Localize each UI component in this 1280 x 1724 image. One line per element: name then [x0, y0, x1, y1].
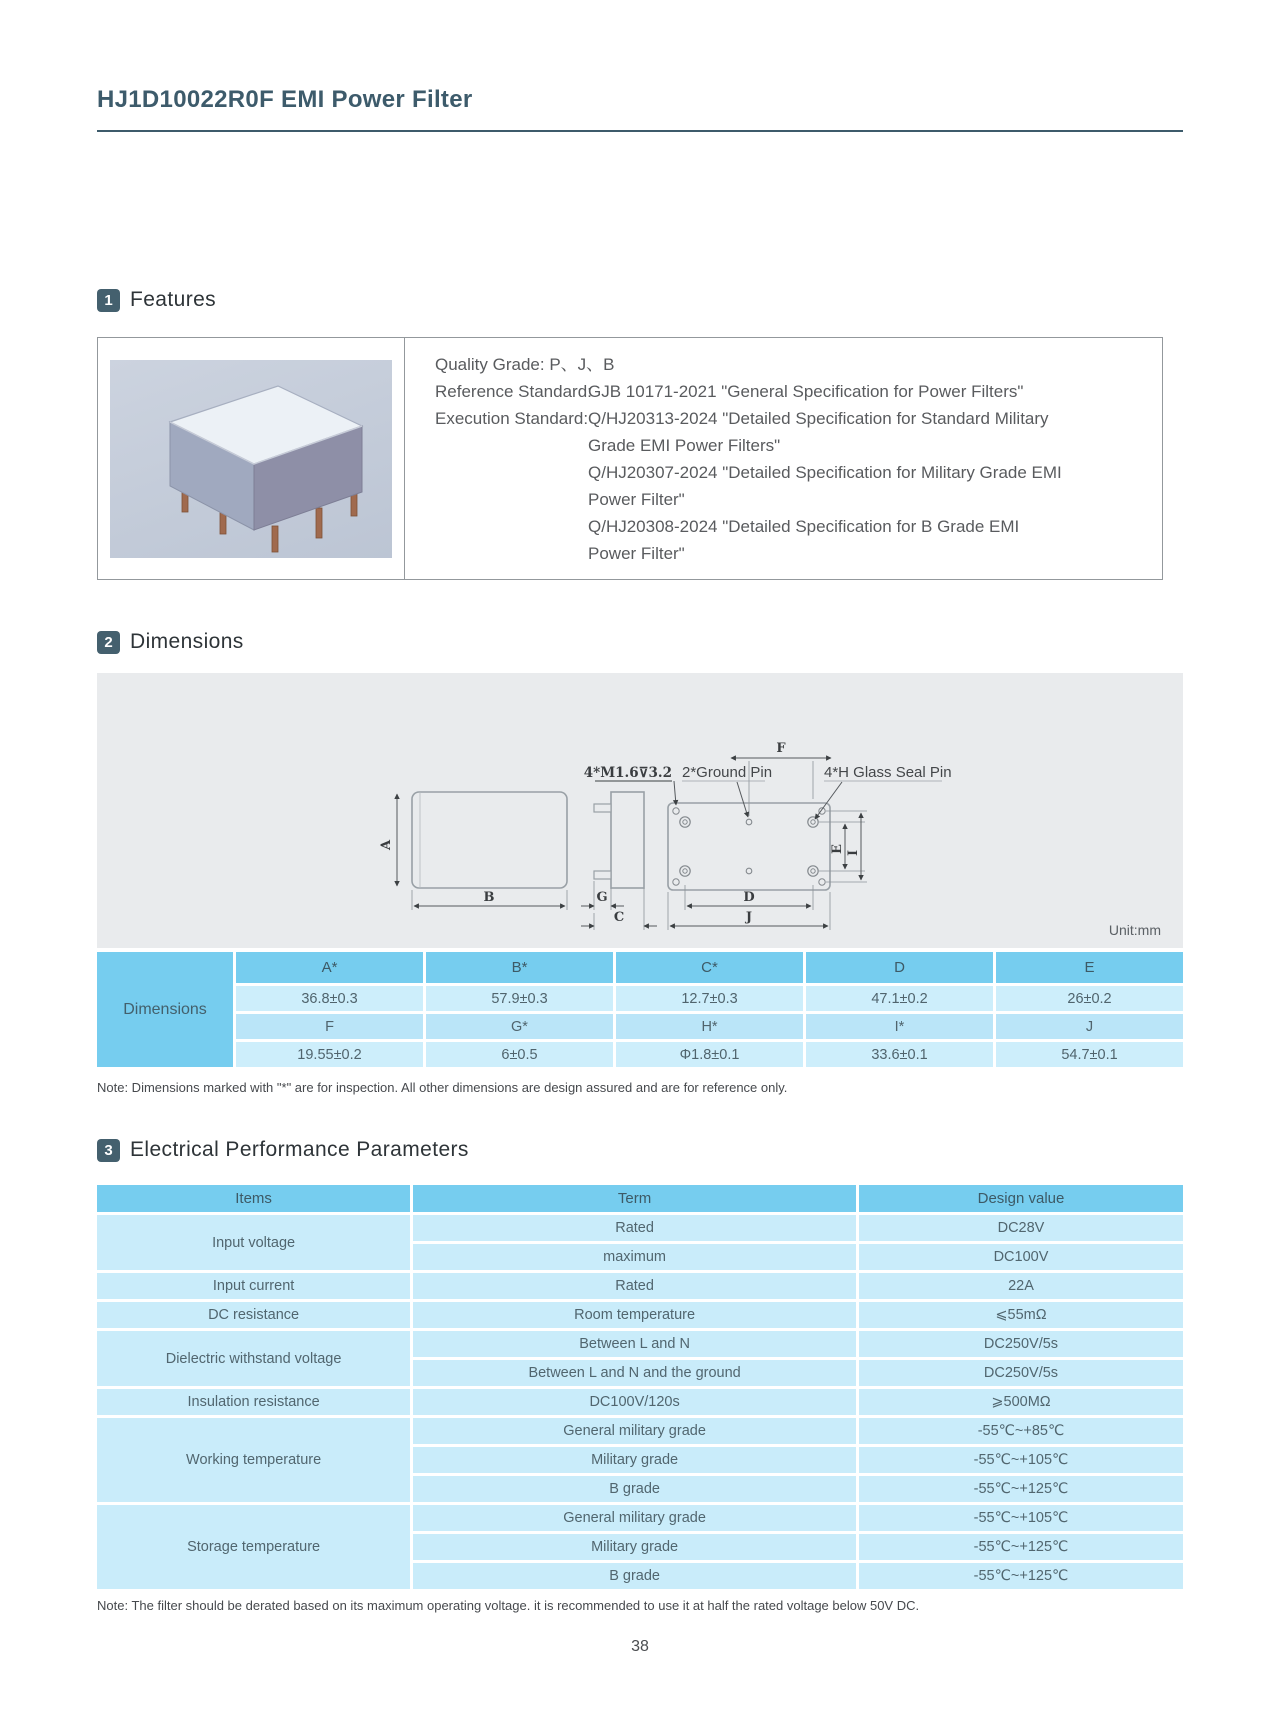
dim-value-cell: 36.8±0.3 — [236, 986, 423, 1011]
section-header-features — [97, 288, 216, 312]
dim-G-label: G — [596, 890, 608, 905]
product-3d-render — [110, 360, 392, 558]
table-row — [97, 1418, 1183, 1444]
dim-value-cell: 57.9±0.3 — [426, 986, 613, 1011]
features-box — [97, 337, 1163, 580]
value-cell: 22A — [859, 1273, 1183, 1299]
dim-A-label: A — [379, 839, 394, 851]
dim-value-cell: 12.7±0.3 — [616, 986, 803, 1011]
side-view-outline — [611, 792, 644, 888]
value-cell: DC250V/5s — [859, 1360, 1183, 1386]
section-number-badge: 3 — [97, 1139, 120, 1162]
execution-line: Q/HJ20313-2024 "Detailed Specification for Standard Military — [588, 409, 1049, 428]
value-cell: ⩾500MΩ — [859, 1389, 1183, 1415]
term-cell: Between L and N and the ground — [413, 1360, 856, 1386]
value-cell: DC28V — [859, 1215, 1183, 1241]
electrical-table — [94, 1182, 1186, 1592]
section-title: Dimensions — [130, 630, 244, 653]
front-view-outline — [412, 792, 567, 888]
product-image-cell — [98, 338, 405, 579]
term-cell: Rated — [413, 1215, 856, 1241]
ground-pin — [746, 819, 752, 825]
reference-standard-row — [435, 378, 1144, 405]
dimensions-note: Note: Dimensions marked with "*" are for inspection. All other dimensions are design assured and are for reference only. — [97, 1080, 788, 1095]
top-view-outline — [668, 803, 830, 890]
table-row — [97, 1331, 1183, 1357]
electrical-note: Note: The filter should be derated based on its maximum operating voltage. it is recommended to use it at half the rated voltage below 50V DC. — [97, 1598, 920, 1613]
dim-value-cell: 6±0.5 — [426, 1042, 613, 1067]
table-row — [97, 1014, 1183, 1039]
dim-value-cell: 19.55±0.2 — [236, 1042, 423, 1067]
dim-header-cell: B* — [426, 952, 613, 983]
item-cell: Storage temperature — [97, 1505, 410, 1589]
value-cell: DC250V/5s — [859, 1331, 1183, 1357]
glass-seal-pins — [680, 817, 818, 876]
quality-grade-label: Quality Grade: — [435, 355, 545, 374]
ground-pin-label: 2*Ground Pin — [682, 764, 773, 781]
value-cell: -55℃~+105℃ — [859, 1505, 1183, 1531]
value-cell: -55℃~+85℃ — [859, 1418, 1183, 1444]
dim-letter-cell: J — [996, 1014, 1183, 1039]
dim-J-label: J — [745, 910, 753, 925]
dim-value-cell: 33.6±0.1 — [806, 1042, 993, 1067]
item-cell: Input current — [97, 1273, 410, 1299]
table-row — [97, 1389, 1183, 1415]
thread-spec-label: 4*M1.6⊽3.2 — [583, 765, 672, 781]
execution-line: Grade EMI Power Filters" — [588, 436, 781, 455]
dim-B-label: B — [483, 890, 495, 905]
execution-standard-row — [435, 405, 1144, 567]
section-title: Electrical Performance Parameters — [130, 1138, 469, 1161]
dim-header-cell: E — [996, 952, 1183, 983]
dimensions-row-label: Dimensions — [97, 952, 233, 1067]
value-cell: -55℃~+125℃ — [859, 1534, 1183, 1560]
page-number: 38 — [631, 1638, 649, 1655]
quality-grade-line — [435, 351, 1144, 378]
term-cell: Military grade — [413, 1534, 856, 1560]
technical-drawing — [97, 673, 1183, 948]
item-cell: Working temperature — [97, 1418, 410, 1502]
section-header-dimensions — [97, 630, 244, 654]
reference-standard-label: Reference Standard: — [435, 382, 592, 401]
execution-line: Power Filter" — [588, 490, 685, 509]
page-title: HJ1D10022R0F EMI Power Filter — [97, 86, 473, 113]
table-row — [97, 1042, 1183, 1067]
execution-standard-value — [588, 405, 1144, 567]
reference-standard-value: GJB 10171-2021 "General Specification for Power Filters" — [588, 382, 1024, 401]
execution-line: Power Filter" — [588, 544, 685, 563]
table-row — [97, 1505, 1183, 1531]
dim-D-label: D — [743, 890, 755, 905]
dim-I-label: I — [846, 849, 861, 857]
table-row — [97, 986, 1183, 1011]
product-image — [110, 360, 392, 558]
value-cell: -55℃~+125℃ — [859, 1476, 1183, 1502]
dim-header-cell: C* — [616, 952, 803, 983]
ground-pin — [746, 868, 752, 874]
execution-line: Q/HJ20308-2024 "Detailed Specification for B Grade EMI — [588, 517, 1020, 536]
dim-E-label: E — [830, 844, 845, 854]
term-cell: General military grade — [413, 1418, 856, 1444]
dim-letter-cell: I* — [806, 1014, 993, 1039]
execution-line: Q/HJ20307-2024 "Detailed Specification for Military Grade EMI — [588, 463, 1062, 482]
elec-header-term: Term — [413, 1185, 856, 1212]
dim-header-cell: D — [806, 952, 993, 983]
term-cell: Military grade — [413, 1447, 856, 1473]
dim-C-label: C — [613, 910, 625, 925]
title-underline — [97, 130, 1183, 132]
term-cell: maximum — [413, 1244, 856, 1270]
item-cell: Insulation resistance — [97, 1389, 410, 1415]
item-cell: Dielectric withstand voltage — [97, 1331, 410, 1386]
value-cell: ⩽55mΩ — [859, 1302, 1183, 1328]
dimensions-drawing-area — [97, 673, 1183, 948]
term-cell: Between L and N — [413, 1331, 856, 1357]
term-cell: General military grade — [413, 1505, 856, 1531]
term-cell: Room temperature — [413, 1302, 856, 1328]
dim-letter-cell: F — [236, 1014, 423, 1039]
item-cell: DC resistance — [97, 1302, 410, 1328]
term-cell: B grade — [413, 1476, 856, 1502]
term-cell: DC100V/120s — [413, 1389, 856, 1415]
term-cell: Rated — [413, 1273, 856, 1299]
table-row — [97, 1215, 1183, 1241]
features-text — [405, 338, 1162, 579]
value-cell: DC100V — [859, 1244, 1183, 1270]
dim-header-cell: A* — [236, 952, 423, 983]
dim-value-cell: Φ1.8±0.1 — [616, 1042, 803, 1067]
item-cell: Input voltage — [97, 1215, 410, 1270]
glass-pin-label: 4*H Glass Seal Pin — [824, 764, 952, 781]
unit-label: Unit:mm — [1108, 922, 1161, 938]
dim-value-cell: 26±0.2 — [996, 986, 1183, 1011]
section-header-electrical — [97, 1138, 469, 1162]
dim-F-label: F — [776, 741, 786, 756]
value-cell: -55℃~+105℃ — [859, 1447, 1183, 1473]
elec-header-design: Design value — [859, 1185, 1183, 1212]
execution-standard-label: Execution Standard: — [435, 409, 589, 428]
elec-header-items: Items — [97, 1185, 410, 1212]
dim-letter-cell: G* — [426, 1014, 613, 1039]
table-row — [97, 1273, 1183, 1299]
value-cell: -55℃~+125℃ — [859, 1563, 1183, 1589]
dim-value-cell: 54.7±0.1 — [996, 1042, 1183, 1067]
section-title: Features — [130, 288, 217, 311]
dim-letter-cell: H* — [616, 1014, 803, 1039]
section-number-badge: 1 — [97, 289, 120, 312]
section-number-badge: 2 — [97, 631, 120, 654]
table-row — [97, 1302, 1183, 1328]
dimensions-table — [94, 949, 1186, 1070]
quality-grade-value: P、J、B — [549, 355, 615, 374]
dim-value-cell: 47.1±0.2 — [806, 986, 993, 1011]
term-cell: B grade — [413, 1563, 856, 1589]
